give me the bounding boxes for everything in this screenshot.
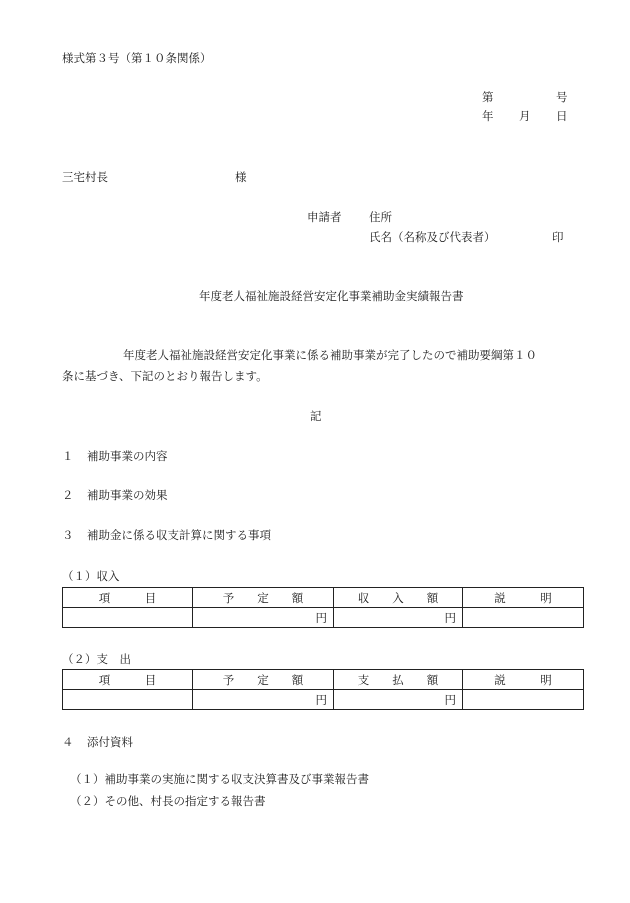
applicant-name-label: 氏名（名称及び代表者） [369, 230, 496, 244]
attachment-item-1: （１）補助事業の実施に関する収支決算書及び事業報告書 [70, 772, 369, 786]
body-text-line1: 年度老人福祉施設経営安定化事業に係る補助事業が完了したので補助要綱第１０ [123, 348, 537, 362]
income-cell-planned[interactable]: 円 [193, 608, 334, 628]
date-month: 月 [519, 109, 531, 123]
applicant-address-label: 住所 [369, 210, 392, 224]
date-day: 日 [556, 109, 568, 123]
income-cell-received[interactable]: 円 [334, 608, 463, 628]
applicant-label: 申請者 [307, 210, 342, 224]
income-caption: （１）収入 [62, 569, 120, 583]
expense-header-row [63, 670, 584, 690]
income-header-item: 項 目 [63, 588, 193, 608]
expense-row [63, 690, 584, 710]
date-year: 年 [482, 109, 494, 123]
expense-cell-description[interactable] [463, 690, 584, 710]
expense-cell-item[interactable] [63, 690, 193, 710]
income-header-planned: 予 定 額 [193, 588, 334, 608]
section-3-number: ３ [62, 528, 74, 542]
body-text-line2: 条に基づき、下記のとおり報告します。 [62, 369, 268, 383]
expense-table [62, 669, 584, 710]
section-3-label: 補助金に係る収支計算に関する事項 [87, 528, 271, 542]
addressee-sama: 様 [235, 170, 247, 184]
income-table [62, 587, 584, 628]
document-title: 年度老人福祉施設経営安定化事業補助金実績報告書 [199, 289, 464, 303]
section-4-label: 添付資料 [87, 735, 133, 749]
expense-header-paid: 支 払 額 [334, 670, 463, 690]
attachment-item-2: （２）その他、村長の指定する報告書 [70, 794, 266, 808]
form-number: 様式第３号（第１０条関係） [62, 51, 212, 65]
income-cell-item[interactable] [63, 608, 193, 628]
section-1-label: 補助事業の内容 [87, 449, 168, 463]
expense-header-item: 項 目 [63, 670, 193, 690]
expense-cell-planned[interactable]: 円 [193, 690, 334, 710]
expense-header-planned: 予 定 額 [193, 670, 334, 690]
income-header-received: 収 入 額 [334, 588, 463, 608]
section-2-number: ２ [62, 488, 74, 502]
section-2-label: 補助事業の効果 [87, 488, 168, 502]
seal-mark: 印 [552, 230, 564, 244]
doc-number-dai: 第 [482, 90, 494, 104]
income-cell-description[interactable] [463, 608, 584, 628]
addressee-name: 三宅村長 [62, 170, 108, 184]
section-1-number: １ [62, 449, 74, 463]
section-4-number: ４ [62, 735, 74, 749]
expense-cell-paid[interactable]: 円 [334, 690, 463, 710]
income-header-description: 説 明 [463, 588, 584, 608]
doc-number-go: 号 [556, 90, 568, 104]
expense-caption: （２）支 出 [62, 652, 131, 666]
income-header-row [63, 588, 584, 608]
expense-header-description: 説 明 [463, 670, 584, 690]
ki-heading: 記 [310, 409, 322, 423]
income-row [63, 608, 584, 628]
